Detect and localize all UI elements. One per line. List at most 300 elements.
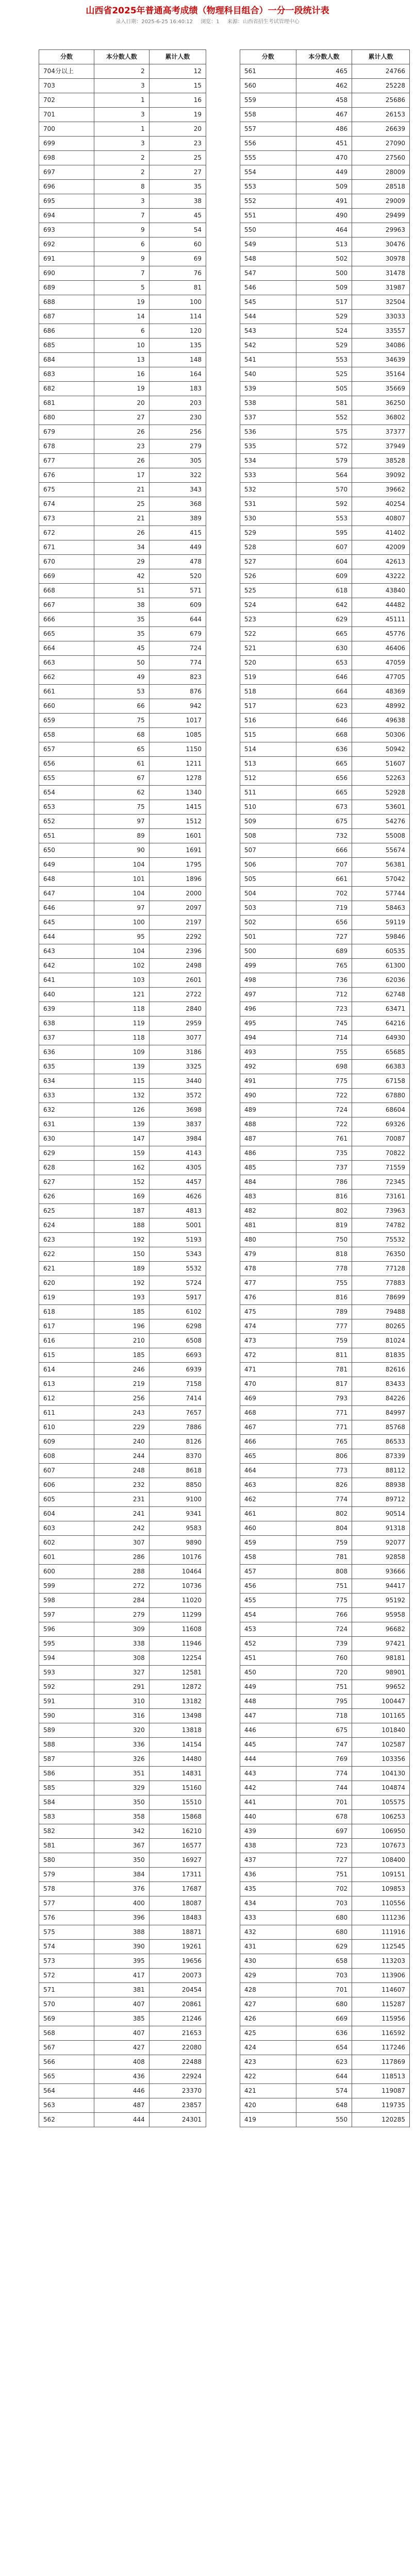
cell-score: 660	[39, 699, 94, 714]
cell-cumulative: 15868	[149, 1810, 206, 1824]
cell-cumulative: 3440	[149, 1074, 206, 1089]
cell-score: 526	[240, 569, 296, 584]
cell-cumulative: 10464	[149, 1565, 206, 1579]
cell-cumulative: 66383	[352, 1060, 410, 1074]
cell-cumulative: 29499	[352, 209, 410, 223]
cell-score: 461	[240, 1507, 296, 1521]
cell-cumulative: 35164	[352, 367, 410, 382]
table-row	[240, 1420, 410, 1435]
cell-cumulative: 16927	[149, 1853, 206, 1868]
cell-cumulative: 100447	[352, 1694, 410, 1709]
cell-count: 26	[94, 425, 149, 439]
cell-score: 489	[240, 1103, 296, 1117]
cell-score: 431	[240, 1940, 296, 1954]
cell-count: 689	[296, 944, 352, 959]
cell-count: 718	[296, 1709, 352, 1723]
cell-score: 697	[39, 165, 94, 180]
cell-cumulative: 39092	[352, 468, 410, 483]
table-row	[39, 2084, 206, 2098]
cell-score: 557	[240, 122, 296, 137]
table-row	[240, 2041, 410, 2055]
cell-count: 2	[94, 165, 149, 180]
table-row	[240, 1060, 410, 1074]
cell-cumulative: 29963	[352, 223, 410, 238]
table-row	[39, 2026, 206, 2041]
cell-score: 598	[39, 1594, 94, 1608]
table-row	[39, 353, 206, 367]
cell-count: 384	[94, 1868, 149, 1882]
cell-count: 6	[94, 238, 149, 252]
cell-count: 385	[94, 2012, 149, 2026]
table-row	[39, 728, 206, 742]
cell-score: 512	[240, 771, 296, 786]
cell-cumulative: 73161	[352, 1190, 410, 1204]
cell-score: 538	[240, 396, 296, 411]
cell-score: 439	[240, 1824, 296, 1839]
table-row	[240, 973, 410, 988]
table-row	[240, 901, 410, 916]
cell-score: 657	[39, 742, 94, 757]
cell-count: 553	[296, 353, 352, 367]
cell-count: 664	[296, 685, 352, 699]
cell-count: 187	[94, 1204, 149, 1218]
cell-count: 408	[94, 2055, 149, 2070]
cell-score: 693	[39, 223, 94, 238]
cell-cumulative: 3837	[149, 1117, 206, 1132]
table-row	[240, 1334, 410, 1348]
table-row	[39, 1637, 206, 1651]
cell-score: 523	[240, 613, 296, 627]
cell-score: 510	[240, 800, 296, 815]
cell-score: 434	[240, 1896, 296, 1911]
cell-score: 423	[240, 2055, 296, 2070]
table-row	[39, 1666, 206, 1680]
cell-count: 169	[94, 1190, 149, 1204]
table-row	[39, 238, 206, 252]
table-row	[39, 324, 206, 338]
table-row	[39, 2012, 206, 2026]
cell-cumulative: 14480	[149, 1752, 206, 1767]
cell-cumulative: 58463	[352, 901, 410, 916]
cell-score: 548	[240, 252, 296, 266]
cell-cumulative: 109853	[352, 1882, 410, 1896]
cell-count: 327	[94, 1666, 149, 1680]
cell-count: 732	[296, 829, 352, 843]
cell-score: 701	[39, 108, 94, 122]
table-body-left	[39, 64, 206, 2127]
cell-cumulative: 2959	[149, 1016, 206, 1031]
cell-count: 465	[296, 64, 352, 79]
cell-count: 9	[94, 223, 149, 238]
cell-count: 698	[296, 1060, 352, 1074]
cell-count: 320	[94, 1723, 149, 1738]
cell-score: 468	[240, 1406, 296, 1420]
cell-cumulative: 100	[149, 295, 206, 310]
cell-count: 751	[296, 1579, 352, 1594]
cell-cumulative: 8370	[149, 1449, 206, 1464]
cell-score: 498	[240, 973, 296, 988]
cell-cumulative: 47705	[352, 670, 410, 685]
cell-count: 102	[94, 959, 149, 973]
cell-score: 684	[39, 353, 94, 367]
cell-score: 673	[39, 512, 94, 526]
cell-cumulative: 1211	[149, 757, 206, 771]
cell-score: 580	[39, 1853, 94, 1868]
cell-count: 727	[296, 1853, 352, 1868]
cell-count: 778	[296, 1262, 352, 1276]
cell-cumulative: 56381	[352, 858, 410, 872]
cell-count: 629	[296, 613, 352, 627]
cell-cumulative: 55008	[352, 829, 410, 843]
table-row	[240, 64, 410, 79]
cell-count: 669	[296, 2012, 352, 2026]
cell-score: 579	[39, 1868, 94, 1882]
cell-count: 192	[94, 1276, 149, 1291]
cell-score: 447	[240, 1709, 296, 1723]
cell-cumulative: 50306	[352, 728, 410, 742]
table-row	[39, 1507, 206, 1521]
cell-cumulative: 4626	[149, 1190, 206, 1204]
cell-count: 101	[94, 872, 149, 887]
table-row	[240, 1132, 410, 1146]
cell-count: 500	[296, 266, 352, 281]
cell-cumulative: 4457	[149, 1175, 206, 1190]
table-row	[39, 714, 206, 728]
cell-cumulative: 48992	[352, 699, 410, 714]
cell-cumulative: 2292	[149, 930, 206, 944]
cell-count: 9	[94, 252, 149, 266]
cell-cumulative: 51607	[352, 757, 410, 771]
table-row	[39, 1954, 206, 1969]
cell-cumulative: 106253	[352, 1810, 410, 1824]
cell-cumulative: 415	[149, 526, 206, 540]
cell-count: 436	[94, 2070, 149, 2084]
cell-count: 51	[94, 584, 149, 598]
table-row	[39, 2113, 206, 2127]
cell-score: 682	[39, 382, 94, 396]
cell-score: 597	[39, 1608, 94, 1622]
cell-cumulative: 95192	[352, 1594, 410, 1608]
cell-score: 654	[39, 786, 94, 800]
cell-count: 751	[296, 1868, 352, 1882]
cell-count: 703	[296, 1896, 352, 1911]
header-row	[39, 50, 206, 64]
table-row	[240, 1190, 410, 1204]
cell-count: 21	[94, 483, 149, 497]
table-row	[240, 1276, 410, 1291]
table-row	[240, 1997, 410, 2012]
header-row	[240, 50, 410, 64]
cell-count: 95	[94, 930, 149, 944]
cell-count: 509	[296, 180, 352, 194]
cell-count: 3	[94, 194, 149, 209]
cell-cumulative: 117869	[352, 2055, 410, 2070]
cell-score: 514	[240, 742, 296, 757]
cell-count: 629	[296, 1940, 352, 1954]
cell-cumulative: 17311	[149, 1868, 206, 1882]
cell-cumulative: 644	[149, 613, 206, 627]
cell-cumulative: 34639	[352, 353, 410, 367]
cell-score: 695	[39, 194, 94, 209]
cell-score: 588	[39, 1738, 94, 1752]
cell-count: 811	[296, 1348, 352, 1363]
cell-score: 513	[240, 757, 296, 771]
cell-score: 596	[39, 1622, 94, 1637]
cell-cumulative: 110556	[352, 1896, 410, 1911]
cell-count: 307	[94, 1536, 149, 1550]
table-row	[240, 598, 410, 613]
cell-count: 316	[94, 1709, 149, 1723]
table-row	[240, 1002, 410, 1016]
cell-cumulative: 88112	[352, 1464, 410, 1478]
table-row	[39, 1233, 206, 1247]
table-row	[240, 786, 410, 800]
cell-cumulative: 343	[149, 483, 206, 497]
cell-score: 686	[39, 324, 94, 338]
cell-count: 665	[296, 786, 352, 800]
cell-cumulative: 1340	[149, 786, 206, 800]
cell-cumulative: 1896	[149, 872, 206, 887]
table-row	[240, 382, 410, 396]
table-row	[240, 887, 410, 901]
cell-count: 193	[94, 1291, 149, 1305]
cell-score: 477	[240, 1276, 296, 1291]
table-row	[39, 93, 206, 108]
cell-score: 655	[39, 771, 94, 786]
cell-score: 628	[39, 1161, 94, 1175]
cell-score: 534	[240, 454, 296, 468]
cell-count: 388	[94, 1925, 149, 1940]
table-row	[240, 815, 410, 829]
table-row	[39, 786, 206, 800]
source-label: 来源：山西省招生考试管理中心	[227, 19, 300, 25]
table-row	[240, 1565, 410, 1579]
cell-count: 802	[296, 1204, 352, 1218]
cell-count: 502	[296, 252, 352, 266]
table-row	[39, 973, 206, 988]
table-row	[240, 281, 410, 295]
cell-count: 644	[296, 2070, 352, 2084]
cell-score: 493	[240, 1045, 296, 1060]
cell-cumulative: 87339	[352, 1449, 410, 1464]
cell-count: 775	[296, 1594, 352, 1608]
table-row	[39, 1305, 206, 1319]
cell-score: 467	[240, 1420, 296, 1435]
cell-score: 683	[39, 367, 94, 382]
cell-count: 17	[94, 468, 149, 483]
cell-cumulative: 98181	[352, 1651, 410, 1666]
cell-cumulative: 4813	[149, 1204, 206, 1218]
cell-count: 654	[296, 2041, 352, 2055]
cell-cumulative: 20073	[149, 1969, 206, 1983]
cell-cumulative: 2498	[149, 959, 206, 973]
cell-count: 755	[296, 1276, 352, 1291]
cell-cumulative: 183	[149, 382, 206, 396]
cell-score: 663	[39, 656, 94, 670]
cell-score: 511	[240, 786, 296, 800]
cell-cumulative: 29009	[352, 194, 410, 209]
table-row	[240, 613, 410, 627]
cell-score: 442	[240, 1781, 296, 1795]
cell-score: 555	[240, 151, 296, 165]
table-row	[39, 930, 206, 944]
cell-score: 470	[240, 1377, 296, 1392]
cell-score: 435	[240, 1882, 296, 1896]
table-row	[240, 353, 410, 367]
cell-score: 537	[240, 411, 296, 425]
table-row	[240, 2012, 410, 2026]
table-row	[240, 1637, 410, 1651]
table-row	[240, 1478, 410, 1493]
table-row	[39, 1161, 206, 1175]
table-row	[240, 944, 410, 959]
cell-score: 529	[240, 526, 296, 540]
cell-count: 509	[296, 281, 352, 295]
cell-count: 118	[94, 1031, 149, 1045]
table-row	[39, 79, 206, 93]
cell-cumulative: 88938	[352, 1478, 410, 1493]
cell-count: 100	[94, 916, 149, 930]
cell-score: 582	[39, 1824, 94, 1839]
table-row	[240, 1594, 410, 1608]
cell-score: 528	[240, 540, 296, 555]
cell-count: 789	[296, 1305, 352, 1319]
table-row	[39, 223, 206, 238]
cell-count: 786	[296, 1175, 352, 1190]
table-row	[240, 497, 410, 512]
cell-score: 428	[240, 1983, 296, 1997]
cell-cumulative: 47059	[352, 656, 410, 670]
table-row	[240, 266, 410, 281]
table-row	[39, 1392, 206, 1406]
cell-count: 97	[94, 901, 149, 916]
cell-score: 603	[39, 1521, 94, 1536]
cell-cumulative: 91318	[352, 1521, 410, 1536]
cell-cumulative: 449	[149, 540, 206, 555]
cell-count: 23	[94, 439, 149, 454]
cell-score: 480	[240, 1233, 296, 1247]
cell-cumulative: 84226	[352, 1392, 410, 1406]
cell-count: 553	[296, 512, 352, 526]
cell-score: 464	[240, 1464, 296, 1478]
cell-cumulative: 19	[149, 108, 206, 122]
table-row	[39, 151, 206, 165]
cell-count: 529	[296, 338, 352, 353]
cell-cumulative: 96682	[352, 1622, 410, 1637]
cell-score: 437	[240, 1853, 296, 1868]
cell-cumulative: 69	[149, 252, 206, 266]
table-row	[240, 1925, 410, 1940]
table-row	[240, 1305, 410, 1319]
cell-count: 491	[296, 194, 352, 209]
table-row	[240, 988, 410, 1002]
cell-cumulative: 36802	[352, 411, 410, 425]
table-row	[240, 1911, 410, 1925]
cell-cumulative: 114607	[352, 1983, 410, 1997]
cell-count: 219	[94, 1377, 149, 1392]
cell-count: 21	[94, 512, 149, 526]
cell-cumulative: 942	[149, 699, 206, 714]
cell-count: 240	[94, 1435, 149, 1449]
cell-count: 793	[296, 1392, 352, 1406]
cell-cumulative: 60	[149, 238, 206, 252]
cell-score: 610	[39, 1420, 94, 1435]
cell-cumulative: 63471	[352, 1002, 410, 1016]
cell-count: 10	[94, 338, 149, 353]
cell-count: 735	[296, 1146, 352, 1161]
cell-count: 26	[94, 454, 149, 468]
cell-cumulative: 16577	[149, 1839, 206, 1853]
cell-count: 747	[296, 1738, 352, 1752]
cell-count: 697	[296, 1824, 352, 1839]
table-row	[240, 1723, 410, 1738]
cell-score: 455	[240, 1594, 296, 1608]
cell-cumulative: 60535	[352, 944, 410, 959]
cell-score: 572	[39, 1969, 94, 1983]
cell-cumulative: 18087	[149, 1896, 206, 1911]
cell-count: 188	[94, 1218, 149, 1233]
table-row	[240, 367, 410, 382]
table-row	[240, 194, 410, 209]
table-row	[39, 1594, 206, 1608]
cell-cumulative: 368	[149, 497, 206, 512]
cell-count: 147	[94, 1132, 149, 1146]
cell-score: 453	[240, 1622, 296, 1637]
cell-count: 244	[94, 1449, 149, 1464]
cell-cumulative: 21246	[149, 2012, 206, 2026]
cell-cumulative: 9583	[149, 1521, 206, 1536]
table-row	[240, 800, 410, 815]
cell-cumulative: 724	[149, 641, 206, 656]
table-row	[39, 887, 206, 901]
cell-score: 613	[39, 1377, 94, 1392]
cell-cumulative: 17687	[149, 1882, 206, 1896]
cell-count: 192	[94, 1233, 149, 1247]
table-row	[240, 324, 410, 338]
table-row	[240, 1031, 410, 1045]
cell-score: 602	[39, 1536, 94, 1550]
table-row	[39, 1420, 206, 1435]
cell-cumulative: 53601	[352, 800, 410, 815]
cell-count: 524	[296, 324, 352, 338]
cell-cumulative: 77128	[352, 1262, 410, 1276]
cell-count: 185	[94, 1305, 149, 1319]
cell-cumulative: 18871	[149, 1925, 206, 1940]
table-row	[240, 1507, 410, 1521]
cell-count: 118	[94, 1002, 149, 1016]
table-row	[39, 411, 206, 425]
cell-cumulative: 1085	[149, 728, 206, 742]
table-row	[39, 454, 206, 468]
cell-cumulative: 28009	[352, 165, 410, 180]
table-row	[39, 1969, 206, 1983]
cell-score: 466	[240, 1435, 296, 1449]
table-row	[39, 627, 206, 641]
table-row	[39, 396, 206, 411]
cell-score: 459	[240, 1536, 296, 1550]
cell-count: 351	[94, 1767, 149, 1781]
cell-score: 524	[240, 598, 296, 613]
cell-count: 390	[94, 1940, 149, 1954]
cell-count: 444	[94, 2113, 149, 2127]
cell-cumulative: 98901	[352, 1666, 410, 1680]
cell-score: 504	[240, 887, 296, 901]
cell-cumulative: 41402	[352, 526, 410, 540]
table-row	[240, 757, 410, 771]
cell-cumulative: 83433	[352, 1377, 410, 1392]
cell-count: 646	[296, 714, 352, 728]
cell-cumulative: 8618	[149, 1464, 206, 1478]
